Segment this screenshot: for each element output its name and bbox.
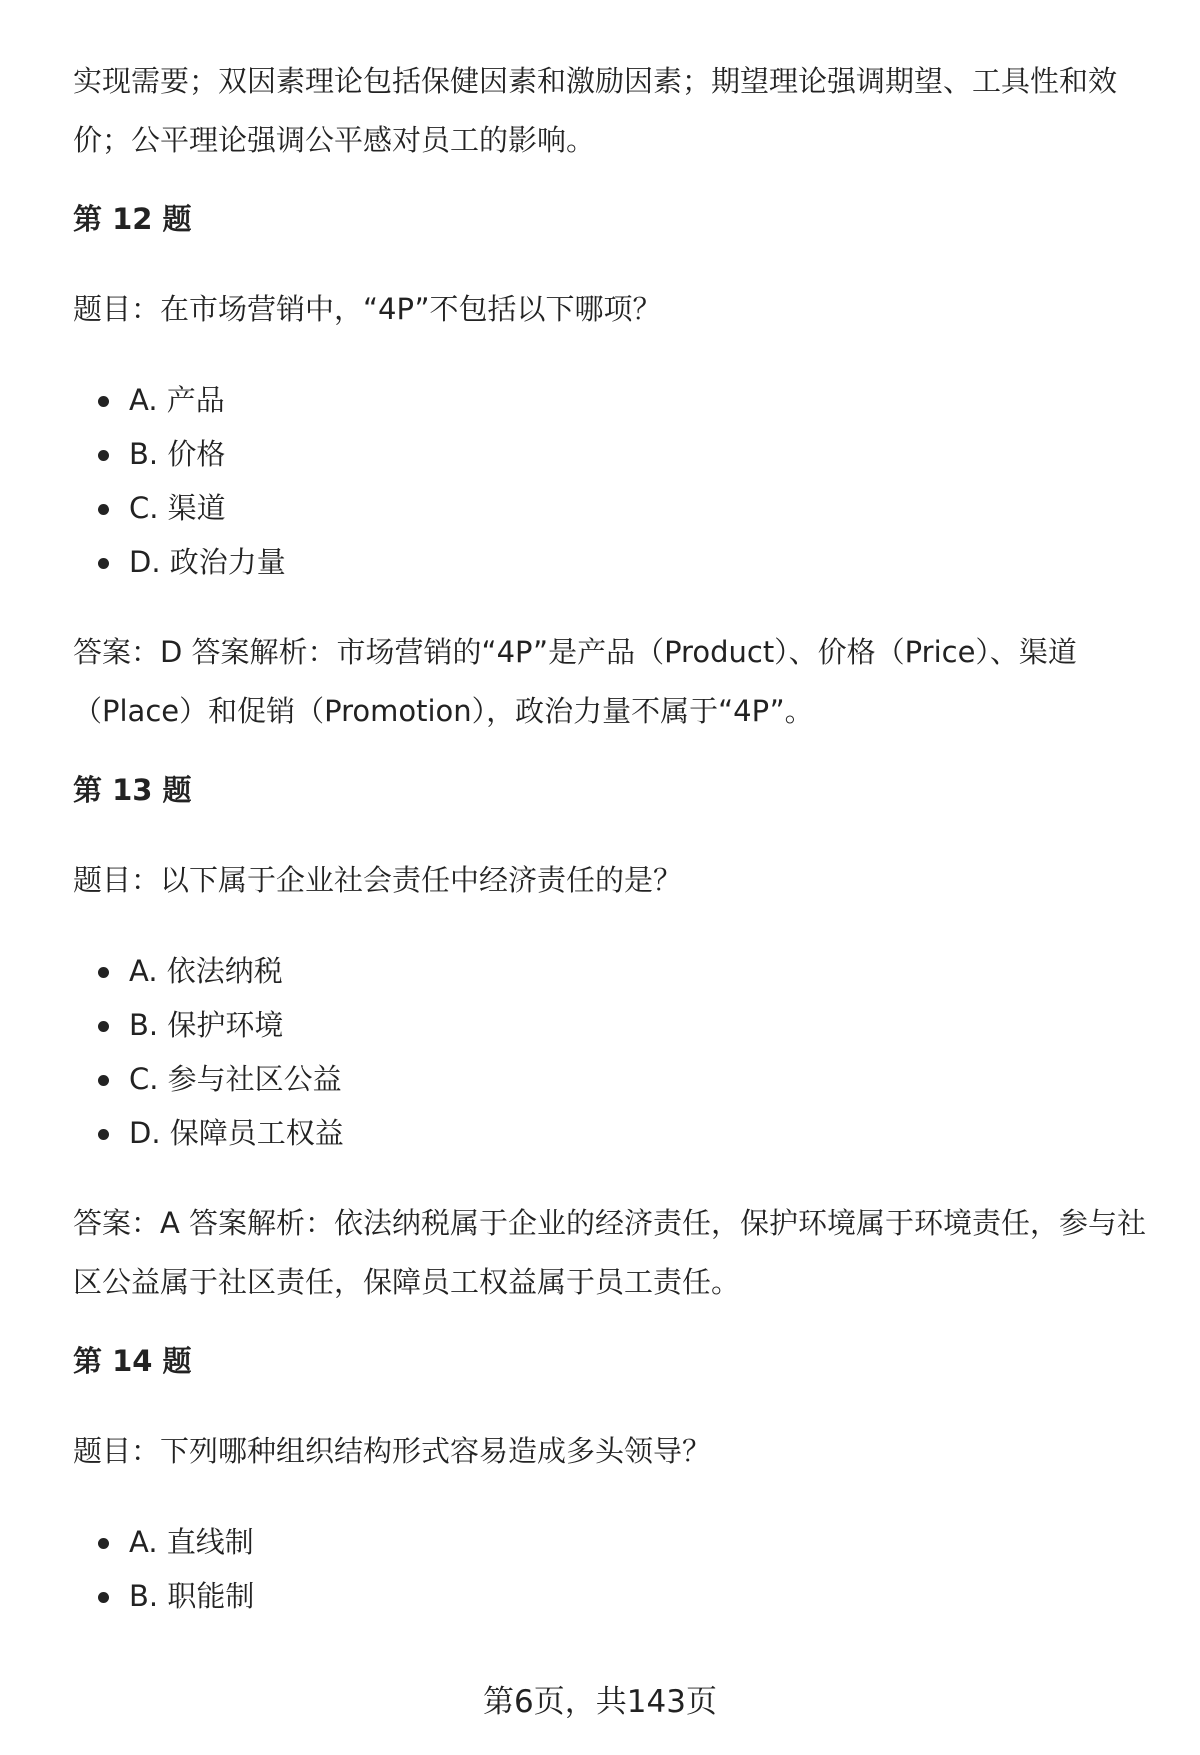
option-item: A. 直线制 [73,1522,1153,1562]
option-item: A. 依法纳税 [73,951,1153,991]
option-item: C. 参与社区公益 [73,1059,1153,1099]
document-page [73,52,1153,1616]
answer-paragraph: 答案：D 答案解析：市场营销的“4P”是产品（Product）、价格（Price）、渠道（Place）和促销（Promotion），政治力量不属于“4P”。 [73,635,1077,728]
option-item: A. 产品 [73,380,1153,420]
option-item: D. 政治力量 [73,542,1153,582]
answer-paragraph: 答案：A 答案解析：依法纳税属于企业的经济责任，保护环境属于环境责任，参与社区公益属于社区责任，保障员工权益属于员工责任。 [73,1206,1147,1299]
option-item: B. 职能制 [73,1576,1153,1616]
question-heading: 第 12 题 [73,202,192,236]
question-heading: 第 14 题 [73,1344,192,1378]
question-block-14 [73,1341,1153,1616]
option-item: B. 保护环境 [73,1005,1153,1045]
question-text: 题目：下列哪种组织结构形式容易造成多头领导？ [73,1434,712,1468]
option-item: B. 价格 [73,434,1153,474]
question-text: 题目：在市场营销中，“4P”不包括以下哪项？ [73,292,662,326]
page-footer: 第6页，共143页 [483,1684,717,1720]
option-list [73,1522,1153,1616]
question-text: 题目：以下属于企业社会责任中经济责任的是？ [73,863,683,897]
question-heading: 第 13 题 [73,773,192,807]
option-item: C. 渠道 [73,488,1153,528]
question-block-13 [73,770,1153,1312]
option-list [73,951,1153,1153]
option-list [73,380,1153,582]
question-block-12 [73,199,1153,741]
option-item: D. 保障员工权益 [73,1113,1153,1153]
intro-paragraph: 实现需要；双因素理论包括保健因素和激励因素；期望理论强调期望、工具性和效价；公平理论强调公平感对员工的影响。 [73,64,1118,157]
